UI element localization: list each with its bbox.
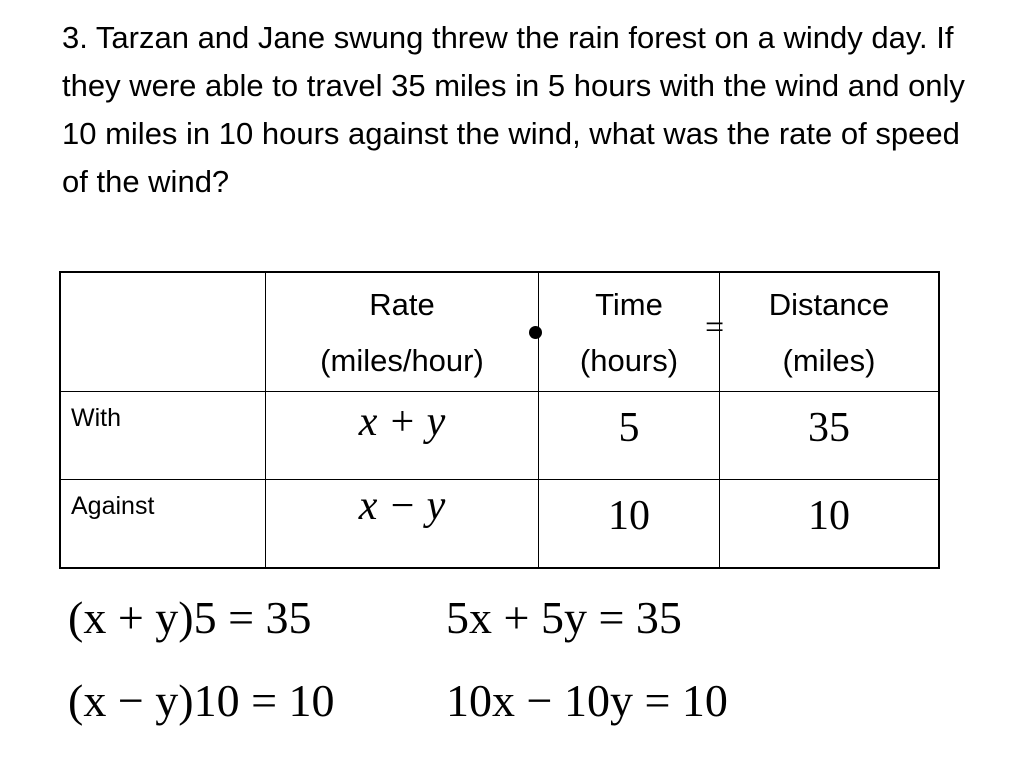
header-rate	[266, 272, 539, 392]
time-with: 5	[539, 392, 720, 480]
header-rate-label: Rate	[369, 287, 435, 322]
header-distance-label: Distance	[768, 287, 890, 322]
multiply-dot-icon	[529, 326, 542, 339]
table-header-row	[60, 272, 939, 392]
table-row	[60, 480, 939, 569]
rate-against: x − y	[266, 480, 539, 569]
equation-with-factored: (x + y)5 = 35	[68, 592, 312, 643]
equation-against-expanded: 10x − 10y = 10	[446, 675, 728, 726]
equation-with-expanded: 5x + 5y = 35	[446, 592, 682, 643]
header-time	[539, 272, 720, 392]
equals-symbol: =	[705, 309, 725, 346]
time-against: 10	[539, 480, 720, 569]
distance-with: 35	[720, 392, 940, 480]
rate-time-distance-table-wrapper	[59, 271, 940, 569]
table-row	[60, 392, 939, 480]
equation-against-factored: (x − y)10 = 10	[68, 675, 335, 726]
header-blank-cell	[60, 272, 266, 392]
header-rate-unit: (miles/hour)	[320, 343, 484, 378]
header-time-label: Time	[595, 287, 663, 322]
rate-with: x + y	[266, 392, 539, 480]
distance-against: 10	[720, 480, 940, 569]
row-label-against: Against	[60, 480, 266, 569]
rate-time-distance-table	[59, 271, 940, 569]
header-time-unit: (hours)	[579, 343, 679, 378]
problem-statement: 3. Tarzan and Jane swung threw the rain forest on a windy day. If they were able to travel 35 miles in 5 hours with the wind and only 10 miles in 10 hours against the wind, what was the rate of speed of the wind?	[62, 20, 965, 199]
row-label-with: With	[60, 392, 266, 480]
header-distance	[720, 272, 940, 392]
header-distance-unit: (miles)	[782, 343, 876, 378]
